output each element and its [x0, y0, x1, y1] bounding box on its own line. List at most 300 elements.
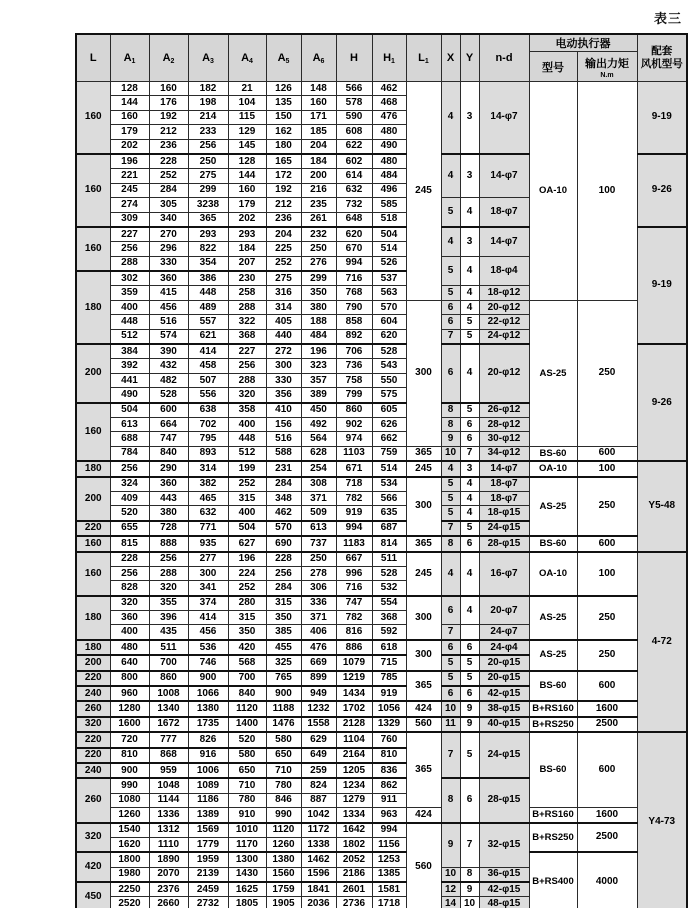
cell-H1: 514 — [372, 242, 406, 256]
cell-actuator-torque: 100 — [577, 82, 637, 301]
cell-H1: 618 — [372, 640, 406, 655]
cell-A6: 1462 — [301, 852, 336, 867]
cell-A5: 516 — [266, 432, 301, 446]
cell-H: 602 — [336, 154, 372, 169]
cell-H1: 526 — [372, 256, 406, 271]
cell-n-d: 18-φ12 — [479, 286, 529, 300]
cell-H: 816 — [336, 625, 372, 640]
header-H1: $H_1$ — [372, 34, 406, 82]
cell-A6: 308 — [301, 477, 336, 492]
cell-A6: 737 — [301, 536, 336, 551]
cell-actuator-torque: 250 — [577, 300, 637, 446]
table-row — [76, 640, 687, 655]
cell-A5: 252 — [266, 256, 301, 271]
cell-L: 180 — [76, 271, 110, 344]
cell-A4: 196 — [228, 552, 266, 567]
cell-L1: 560 — [406, 823, 441, 908]
cell-A5: 192 — [266, 183, 301, 197]
cell-A6: 232 — [301, 227, 336, 242]
cell-A6: 276 — [301, 256, 336, 271]
cell-Y: 3 — [460, 227, 479, 256]
cell-X: 7 — [441, 732, 460, 778]
cell-H: 902 — [336, 417, 372, 431]
cell-actuator-torque: 250 — [577, 596, 637, 640]
cell-A3: 1735 — [188, 717, 228, 732]
cell-H1: 476 — [372, 110, 406, 124]
cell-A1: 227 — [110, 227, 149, 242]
cell-A4: 1170 — [228, 837, 266, 852]
cell-A6: 250 — [301, 242, 336, 256]
cell-A2: 390 — [149, 344, 188, 359]
cell-H1: 570 — [372, 300, 406, 314]
cell-X: 5 — [441, 198, 460, 227]
cell-fan-model: 9-26 — [637, 154, 687, 227]
cell-A1: 1800 — [110, 852, 149, 867]
cell-A1: 1540 — [110, 823, 149, 838]
cell-actuator-model: B+RS400 — [529, 852, 577, 908]
cell-A5: 348 — [266, 491, 301, 505]
cell-A6: 250 — [301, 552, 336, 567]
cell-H1: 963 — [372, 808, 406, 823]
cell-A1: 392 — [110, 359, 149, 373]
cell-L: 220 — [76, 732, 110, 747]
cell-A3: 822 — [188, 242, 228, 256]
header-A4: $A_4$ — [228, 34, 266, 82]
cell-A2: 1890 — [149, 852, 188, 867]
cell-A2: 330 — [149, 256, 188, 271]
cell-A2: 290 — [149, 461, 188, 476]
cell-A3: 489 — [188, 300, 228, 314]
cell-A6: 235 — [301, 198, 336, 212]
cell-A2: 2376 — [149, 882, 188, 897]
cell-A1: 613 — [110, 417, 149, 431]
table-row — [76, 808, 687, 823]
cell-H1: 532 — [372, 581, 406, 596]
cell-A6: 899 — [301, 671, 336, 686]
cell-H1: 715 — [372, 655, 406, 670]
cell-H1: 785 — [372, 671, 406, 686]
cell-n-d: 24-φ12 — [479, 329, 529, 344]
cell-A6: 323 — [301, 359, 336, 373]
header-actuator-model: 型号 — [529, 52, 577, 82]
cell-A5: 1560 — [266, 867, 301, 882]
cell-X: 7 — [441, 521, 460, 536]
cell-A3: 458 — [188, 359, 228, 373]
cell-n-d: 14-φ7 — [479, 461, 529, 476]
cell-actuator-model: B+RS250 — [529, 823, 577, 853]
cell-L1: 365 — [406, 732, 441, 807]
cell-A2: 860 — [149, 671, 188, 686]
cell-L: 240 — [76, 763, 110, 778]
header-L1: $L_1$ — [406, 34, 441, 82]
cell-A2: 212 — [149, 125, 188, 139]
cell-A6: 350 — [301, 286, 336, 300]
header-L: L — [76, 34, 110, 82]
cell-H: 648 — [336, 212, 372, 227]
cell-A2: 959 — [149, 763, 188, 778]
cell-X: 8 — [441, 536, 460, 551]
cell-A5: 231 — [266, 461, 301, 476]
cell-A6: 1172 — [301, 823, 336, 838]
cell-A6: 1596 — [301, 867, 336, 882]
cell-A6: 299 — [301, 271, 336, 286]
cell-A4: 145 — [228, 139, 266, 154]
cell-L: 160 — [76, 403, 110, 462]
cell-L: 160 — [76, 536, 110, 551]
cell-A5: 710 — [266, 763, 301, 778]
cell-A2: 256 — [149, 552, 188, 567]
cell-A4: 202 — [228, 212, 266, 227]
cell-Y: 7 — [460, 823, 479, 868]
cell-A2: 176 — [149, 96, 188, 110]
spec-table-body — [76, 82, 687, 908]
cell-A4: 320 — [228, 388, 266, 403]
cell-A3: 3238 — [188, 198, 228, 212]
cell-A4: 179 — [228, 198, 266, 212]
cell-L1: 300 — [406, 300, 441, 446]
cell-n-d: 28-φ12 — [479, 417, 529, 431]
table-row — [76, 300, 687, 314]
cell-H: 716 — [336, 271, 372, 286]
cell-A2: 1110 — [149, 837, 188, 852]
cell-A1: 202 — [110, 139, 149, 154]
cell-A6: 306 — [301, 581, 336, 596]
cell-H: 2164 — [336, 748, 372, 763]
cell-A1: 784 — [110, 446, 149, 461]
cell-H: 747 — [336, 596, 372, 611]
table-caption: 表三 — [653, 11, 682, 26]
cell-H: 706 — [336, 344, 372, 359]
header-fan-model: 配套 风机型号 — [637, 34, 687, 82]
cell-A3: 1779 — [188, 837, 228, 852]
cell-A2: 1144 — [149, 793, 188, 807]
cell-A1: 2520 — [110, 897, 149, 908]
cell-X: 4 — [441, 227, 460, 256]
cell-A5: 314 — [266, 300, 301, 314]
cell-A6: 1338 — [301, 837, 336, 852]
cell-n-d: 26-φ12 — [479, 403, 529, 418]
cell-A2: 380 — [149, 506, 188, 521]
cell-A6: 261 — [301, 212, 336, 227]
cell-H: 736 — [336, 359, 372, 373]
cell-A3: 214 — [188, 110, 228, 124]
cell-A5: 212 — [266, 198, 301, 212]
cell-A1: 302 — [110, 271, 149, 286]
cell-H1: 1056 — [372, 701, 406, 716]
cell-A6: 185 — [301, 125, 336, 139]
cell-A5: 204 — [266, 227, 301, 242]
cell-A6: 160 — [301, 96, 336, 110]
cell-actuator-model: BS-60 — [529, 671, 577, 702]
cell-A6: 371 — [301, 491, 336, 505]
cell-X: 5 — [441, 506, 460, 521]
cell-A2: 355 — [149, 596, 188, 611]
cell-n-d: 18-φ4 — [479, 256, 529, 286]
header-H: H — [336, 34, 372, 82]
cell-A3: 826 — [188, 732, 228, 747]
cell-L: 220 — [76, 521, 110, 536]
header-A6: $A_6$ — [301, 34, 336, 82]
cell-A5: 316 — [266, 286, 301, 300]
cell-X: 9 — [441, 432, 460, 446]
cell-Y: 3 — [460, 154, 479, 198]
cell-A3: 256 — [188, 139, 228, 154]
cell-n-d: 48-φ15 — [479, 897, 529, 908]
cell-A6: 949 — [301, 686, 336, 701]
table-row — [76, 446, 687, 461]
cell-A5: 990 — [266, 808, 301, 823]
cell-L1: 424 — [406, 701, 441, 716]
cell-actuator-model: BS-60 — [529, 732, 577, 807]
cell-H: 732 — [336, 198, 372, 212]
cell-n-d: 18-φ15 — [479, 506, 529, 521]
cell-fan-model: Y4-73 — [637, 732, 687, 908]
cell-A3: 771 — [188, 521, 228, 536]
cell-A5: 588 — [266, 446, 301, 461]
cell-A5: 846 — [266, 793, 301, 807]
cell-A5: 350 — [266, 611, 301, 625]
cell-A3: 900 — [188, 671, 228, 686]
cell-Y: 4 — [460, 506, 479, 521]
cell-A6: 196 — [301, 344, 336, 359]
cell-A6: 824 — [301, 778, 336, 793]
cell-L: 160 — [76, 227, 110, 271]
cell-A4: 840 — [228, 686, 266, 701]
cell-Y: 4 — [460, 491, 479, 505]
cell-A2: 270 — [149, 227, 188, 242]
cell-A5: 356 — [266, 388, 301, 403]
cell-A1: 655 — [110, 521, 149, 536]
spec-table-head — [76, 34, 687, 82]
cell-A3: 414 — [188, 611, 228, 625]
cell-A3: 557 — [188, 315, 228, 329]
cell-L1: 365 — [406, 446, 441, 461]
cell-A1: 288 — [110, 256, 149, 271]
cell-A3: 935 — [188, 536, 228, 551]
cell-H: 1434 — [336, 686, 372, 701]
cell-Y: 4 — [460, 300, 479, 314]
cell-A4: 568 — [228, 655, 266, 670]
cell-A2: 435 — [149, 625, 188, 640]
cell-L: 220 — [76, 748, 110, 763]
cell-A3: 746 — [188, 655, 228, 670]
cell-A5: 126 — [266, 82, 301, 96]
cell-A6: 406 — [301, 625, 336, 640]
cell-A1: 1620 — [110, 837, 149, 852]
cell-H: 1103 — [336, 446, 372, 461]
cell-H: 1334 — [336, 808, 372, 823]
cell-A6: 204 — [301, 139, 336, 154]
cell-A3: 341 — [188, 581, 228, 596]
cell-H1: 919 — [372, 686, 406, 701]
cell-A1: 1280 — [110, 701, 149, 716]
cell-A2: 192 — [149, 110, 188, 124]
cell-H: 1279 — [336, 793, 372, 807]
cell-A2: 252 — [149, 169, 188, 183]
cell-X: 4 — [441, 461, 460, 476]
cell-A2: 664 — [149, 417, 188, 431]
cell-actuator-torque: 1600 — [577, 701, 637, 716]
cell-L: 220 — [76, 671, 110, 686]
cell-A2: 415 — [149, 286, 188, 300]
cell-Y: 5 — [460, 315, 479, 329]
cell-A1: 1600 — [110, 717, 149, 732]
cell-n-d: 36-φ15 — [479, 867, 529, 882]
cell-L: 200 — [76, 344, 110, 403]
cell-A1: 990 — [110, 778, 149, 793]
cell-A4: 1010 — [228, 823, 266, 838]
cell-A4: 1120 — [228, 701, 266, 716]
cell-Y: 3 — [460, 461, 479, 476]
cell-A1: 324 — [110, 477, 149, 492]
cell-A4: 1430 — [228, 867, 266, 882]
cell-A6: 1232 — [301, 701, 336, 716]
cell-n-d: 20-φ12 — [479, 344, 529, 403]
cell-A6: 1042 — [301, 808, 336, 823]
cell-L1: 300 — [406, 640, 441, 671]
cell-Y: 4 — [460, 256, 479, 286]
cell-A1: 179 — [110, 125, 149, 139]
cell-A2: 2660 — [149, 897, 188, 908]
cell-H: 578 — [336, 96, 372, 110]
cell-A5: 580 — [266, 732, 301, 747]
cell-A6: 188 — [301, 315, 336, 329]
cell-n-d: 24-φ15 — [479, 732, 529, 778]
cell-A2: 747 — [149, 432, 188, 446]
cell-H1: 537 — [372, 271, 406, 286]
table-row — [76, 717, 687, 732]
cell-H1: 496 — [372, 183, 406, 197]
cell-H: 768 — [336, 286, 372, 300]
cell-H1: 592 — [372, 625, 406, 640]
cell-H1: 994 — [372, 823, 406, 838]
cell-n-d: 14-φ7 — [479, 154, 529, 198]
cell-actuator-torque: 100 — [577, 461, 637, 476]
cell-H1: 511 — [372, 552, 406, 567]
cell-A5: 300 — [266, 359, 301, 373]
cell-A2: 432 — [149, 359, 188, 373]
cell-H: 1219 — [336, 671, 372, 686]
cell-Y: 9 — [460, 717, 479, 732]
cell-A3: 2732 — [188, 897, 228, 908]
cell-A5: 162 — [266, 125, 301, 139]
cell-A3: 536 — [188, 640, 228, 655]
cell-actuator-model: AS-25 — [529, 300, 577, 446]
cell-A4: 315 — [228, 611, 266, 625]
cell-A2: 574 — [149, 329, 188, 344]
cell-actuator-model: B+RS160 — [529, 701, 577, 716]
cell-Y: 5 — [460, 732, 479, 778]
cell-A3: 1066 — [188, 686, 228, 701]
cell-L: 180 — [76, 461, 110, 476]
cell-A2: 443 — [149, 491, 188, 505]
cell-A6: 649 — [301, 748, 336, 763]
cell-H1: 554 — [372, 596, 406, 611]
cell-H1: 604 — [372, 315, 406, 329]
cell-A4: 650 — [228, 763, 266, 778]
header-actuator-torque: 输出力矩 N.m — [577, 52, 637, 82]
cell-A5: 405 — [266, 315, 301, 329]
cell-A4: 512 — [228, 446, 266, 461]
cell-actuator-torque: 600 — [577, 732, 637, 807]
cell-A6: 380 — [301, 300, 336, 314]
cell-n-d: 14-φ7 — [479, 82, 529, 154]
cell-A6: 484 — [301, 329, 336, 344]
cell-A1: 400 — [110, 625, 149, 640]
cell-fan-model: 9-26 — [637, 344, 687, 461]
cell-A3: 1006 — [188, 763, 228, 778]
cell-A3: 556 — [188, 388, 228, 403]
cell-L: 160 — [76, 552, 110, 596]
cell-A1: 359 — [110, 286, 149, 300]
cell-L1: 245 — [406, 82, 441, 301]
table-row — [76, 701, 687, 716]
cell-L: 320 — [76, 717, 110, 732]
cell-A2: 236 — [149, 139, 188, 154]
cell-A4: 1805 — [228, 897, 266, 908]
cell-Y: 4 — [460, 286, 479, 300]
cell-A6: 259 — [301, 763, 336, 778]
cell-A5: 150 — [266, 110, 301, 124]
cell-n-d: 18-φ7 — [479, 477, 529, 492]
cell-H1: 1253 — [372, 852, 406, 867]
cell-A6: 476 — [301, 640, 336, 655]
cell-H1: 814 — [372, 536, 406, 551]
cell-n-d: 20-φ12 — [479, 300, 529, 314]
cell-n-d: 20-φ7 — [479, 596, 529, 625]
cell-A4: 1300 — [228, 852, 266, 867]
cell-n-d: 28-φ15 — [479, 536, 529, 551]
cell-A2: 511 — [149, 640, 188, 655]
cell-A3: 507 — [188, 373, 228, 387]
cell-A1: 309 — [110, 212, 149, 227]
cell-H: 919 — [336, 506, 372, 521]
cell-A3: 638 — [188, 403, 228, 418]
cell-actuator-model: BS-60 — [529, 536, 577, 551]
cell-L: 160 — [76, 82, 110, 154]
cell-H: 790 — [336, 300, 372, 314]
cell-A5: 172 — [266, 169, 301, 183]
cell-A5: 900 — [266, 686, 301, 701]
cell-A3: 2459 — [188, 882, 228, 897]
cell-H1: 810 — [372, 748, 406, 763]
cell-H: 1234 — [336, 778, 372, 793]
cell-Y: 5 — [460, 329, 479, 344]
cell-A6: 450 — [301, 403, 336, 418]
cell-L: 260 — [76, 701, 110, 716]
cell-H1: 504 — [372, 227, 406, 242]
cell-H: 858 — [336, 315, 372, 329]
cell-A1: 360 — [110, 611, 149, 625]
cell-n-d: 24-φ7 — [479, 625, 529, 640]
cell-A4: 256 — [228, 359, 266, 373]
cell-A3: 1959 — [188, 852, 228, 867]
cell-A1: 1980 — [110, 867, 149, 882]
cell-n-d: 24-φ15 — [479, 521, 529, 536]
cell-Y: 9 — [460, 701, 479, 716]
cell-A2: 1048 — [149, 778, 188, 793]
cell-A4: 315 — [228, 491, 266, 505]
cell-A3: 182 — [188, 82, 228, 96]
cell-L1: 365 — [406, 536, 441, 551]
cell-H1: 1718 — [372, 897, 406, 908]
cell-n-d: 22-φ12 — [479, 315, 529, 329]
cell-Y: 10 — [460, 897, 479, 908]
cell-A4: 700 — [228, 671, 266, 686]
cell-L: 260 — [76, 778, 110, 822]
cell-A1: 196 — [110, 154, 149, 169]
cell-Y: 6 — [460, 640, 479, 655]
